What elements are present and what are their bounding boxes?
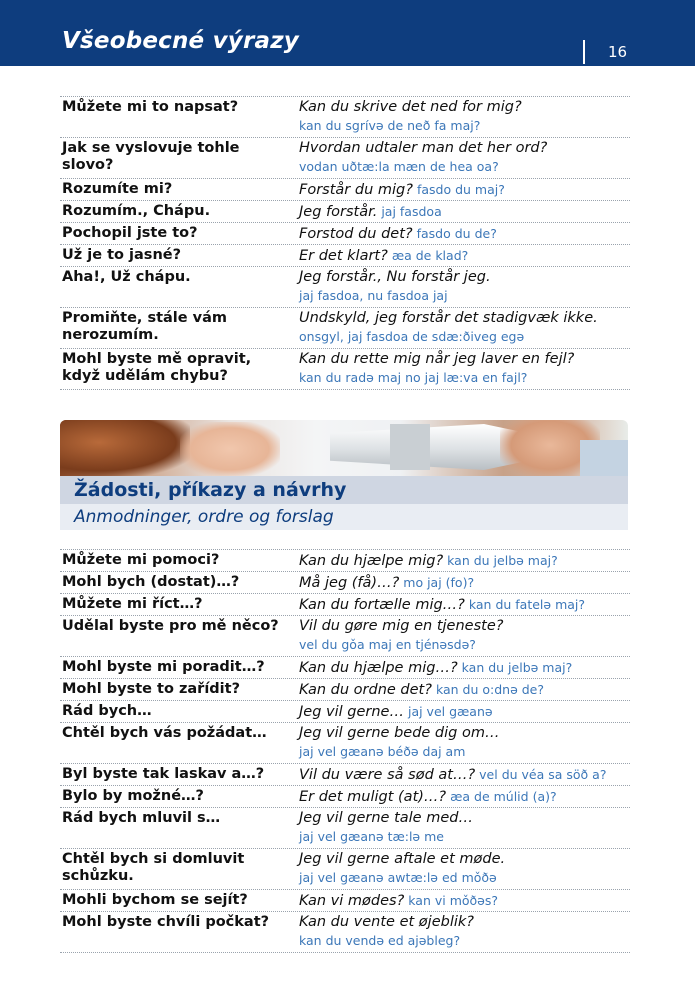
danish-phrase: Jeg vil gerne aftale et møde. [299, 851, 506, 867]
pronunciation: jaj vel gæanə tæ:lə me [299, 829, 444, 844]
pronunciation: kan du fatelə maj? [468, 597, 586, 612]
phrase-row [60, 722, 630, 764]
section-banner [60, 420, 628, 530]
czech-phrase: Udělal byste pro mě něco? [62, 618, 279, 634]
phrase-list-general [60, 96, 630, 396]
phrase-row [60, 807, 630, 849]
danish-phrase: Kan du fortælle mig…? [299, 597, 465, 613]
pronunciation: onsgyl, jaj fasdoa de sdæ:ðiveg egə [299, 329, 525, 344]
czech-phrase: Můžete mi pomoci? [62, 552, 220, 568]
czech-phrase: Promiňte, stále vám nerozumím. [62, 310, 228, 343]
danish-translation [299, 703, 629, 721]
phrase-row [60, 889, 630, 912]
danish-translation [299, 766, 629, 784]
phrase-row [60, 678, 630, 701]
section-subtitle: Anmodninger, ordre og forslag [74, 507, 334, 527]
pronunciation: jaj vel gæanə awtæ:lə ed mǒðə [299, 870, 497, 885]
danish-translation [299, 269, 629, 304]
danish-translation [299, 618, 629, 653]
danish-translation [299, 552, 629, 570]
phrase-row [60, 178, 630, 201]
czech-phrase: Můžete mi říct…? [62, 596, 203, 612]
danish-phrase: Er det klart? [299, 248, 388, 264]
danish-phrase: Hvordan udtaler man det her ord? [299, 140, 548, 156]
danish-translation [299, 203, 629, 221]
pronunciation: kan du sgrívə de neð fa maj? [299, 118, 481, 133]
danish-phrase: Vil du være så sød at…? [299, 767, 476, 783]
pronunciation: kan du o:dnə de? [435, 682, 544, 697]
pronunciation: vodan uðtæ:la mæn de hea oa? [299, 159, 499, 174]
pronunciation: fasdo du maj? [416, 182, 505, 197]
danish-phrase: Jeg vil gerne… [299, 704, 404, 720]
czech-phrase: Můžete mi to napsat? [62, 99, 239, 115]
danish-phrase: Vil du gøre mig en tjeneste? [299, 618, 504, 634]
czech-phrase: Chtěl bych vás požádat… [62, 725, 267, 741]
pronunciation: æa de klad? [391, 248, 469, 263]
phrase-row [60, 348, 630, 390]
pronunciation: jaj vel gæanə [407, 704, 493, 719]
czech-phrase: Rád bych… [62, 703, 152, 719]
pronunciation: kan du jelbə maj? [461, 660, 573, 675]
phrase-row [60, 266, 630, 308]
pronunciation: kan du vendə ed ajəbleg? [299, 933, 461, 948]
divider [60, 389, 630, 390]
danish-phrase: Kan du rette mig når jeg laver en fejl? [299, 351, 575, 367]
czech-phrase: Aha!, Už chápu. [62, 269, 191, 285]
czech-phrase: Mohl byste mě opravit, když udělám chybu? [62, 351, 252, 384]
phrase-row [60, 200, 630, 223]
danish-translation [299, 181, 629, 199]
danish-phrase: Kan du hjælpe mig…? [299, 660, 458, 676]
divider [60, 952, 630, 953]
phrase-row [60, 244, 630, 267]
danish-phrase: Jeg vil gerne tale med… [299, 810, 473, 826]
danish-phrase: Kan vi mødes? [299, 893, 405, 909]
czech-phrase: Mohl byste to zařídit? [62, 681, 240, 697]
phrase-row [60, 911, 630, 953]
phrase-list-requests [60, 549, 630, 969]
danish-translation [299, 810, 629, 845]
danish-phrase: Kan du vente et øjeblik? [299, 914, 474, 930]
danish-translation [299, 851, 629, 886]
czech-phrase: Byl byste tak laskav a…? [62, 766, 265, 782]
danish-translation [299, 596, 629, 614]
phrase-row [60, 593, 630, 616]
pronunciation: vel du véa sa söð a? [479, 767, 607, 782]
page-header [0, 0, 695, 66]
phrase-row [60, 222, 630, 245]
danish-translation [299, 788, 629, 806]
danish-phrase: Jeg vil gerne bede dig om… [299, 725, 500, 741]
czech-phrase: Mohli bychom se sejít? [62, 892, 248, 908]
danish-phrase: Kan du ordne det? [299, 682, 432, 698]
page-number: 16 [608, 43, 628, 61]
danish-translation [299, 351, 629, 386]
phrase-row [60, 700, 630, 723]
czech-phrase: Jak se vyslovuje tohle slovo? [62, 140, 240, 173]
danish-translation [299, 914, 629, 949]
phrase-row [60, 763, 630, 786]
danish-phrase: Kan du skrive det ned for mig? [299, 99, 522, 115]
pronunciation: æa de múlid (a)? [450, 789, 557, 804]
pronunciation: jaj vel gæanə béðə daj am [299, 744, 466, 759]
czech-phrase: Pochopil jste to? [62, 225, 198, 241]
phrase-row [60, 785, 630, 808]
phrase-row [60, 307, 630, 349]
danish-phrase: Jeg forstår., Nu forstår jeg. [299, 269, 491, 285]
czech-phrase: Mohl byste mi poradit…? [62, 659, 265, 675]
czech-phrase: Už je to jasné? [62, 247, 182, 263]
pronunciation: kan du radə maj no jaj læ:va en fajl? [299, 370, 528, 385]
phrase-row [60, 848, 630, 890]
danish-translation [299, 681, 629, 699]
phrase-row [60, 571, 630, 594]
pronunciation: kan vi mǒðəs? [408, 893, 499, 908]
danish-phrase: Kan du hjælpe mig? [299, 553, 444, 569]
czech-phrase: Chtěl bych si domluvit schůzku. [62, 851, 245, 884]
danish-translation [299, 892, 629, 910]
pronunciation: jaj fasdoa, nu fasdoa jaj [299, 288, 448, 303]
danish-translation [299, 574, 629, 592]
phrase-row [60, 615, 630, 657]
pronunciation: jaj fasdoa [381, 204, 442, 219]
danish-translation [299, 659, 629, 677]
phrase-row [60, 96, 630, 138]
pronunciation: kan du jelbə maj? [447, 553, 558, 568]
czech-phrase: Rád bych mluvil s… [62, 810, 221, 826]
czech-phrase: Bylo by možné…? [62, 788, 204, 804]
czech-phrase: Mohl bych (dostat)…? [62, 574, 240, 590]
czech-phrase: Mohl byste chvíli počkat? [62, 914, 270, 930]
danish-phrase: Er det muligt (at)…? [299, 789, 447, 805]
danish-translation [299, 310, 629, 345]
phrase-row [60, 137, 630, 179]
phrase-row [60, 549, 630, 572]
danish-phrase: Må jeg (få)…? [299, 575, 400, 591]
danish-phrase: Forstår du mig? [299, 182, 413, 198]
pronunciation: vel du gǒa maj en tjénəsdə? [299, 637, 476, 652]
section-title: Žádosti, příkazy a návrhy [74, 479, 347, 501]
danish-phrase: Forstod du det? [299, 226, 413, 242]
danish-translation [299, 225, 629, 243]
danish-translation [299, 725, 629, 760]
danish-translation [299, 99, 629, 134]
phrase-row [60, 656, 630, 679]
section-photo [60, 420, 628, 476]
danish-translation [299, 140, 629, 175]
czech-phrase: Rozumíte mi? [62, 181, 173, 197]
danish-phrase: Undskyld, jeg forstår det stadigvæk ikke. [299, 310, 598, 326]
danish-translation [299, 247, 629, 265]
pronunciation: mo jaj (fo)? [403, 575, 475, 590]
chapter-title: Všeobecné výrazy [62, 28, 299, 54]
pronunciation: fasdo du de? [416, 226, 497, 241]
header-separator [583, 40, 585, 64]
czech-phrase: Rozumím., Chápu. [62, 203, 211, 219]
danish-phrase: Jeg forstår. [299, 204, 378, 220]
